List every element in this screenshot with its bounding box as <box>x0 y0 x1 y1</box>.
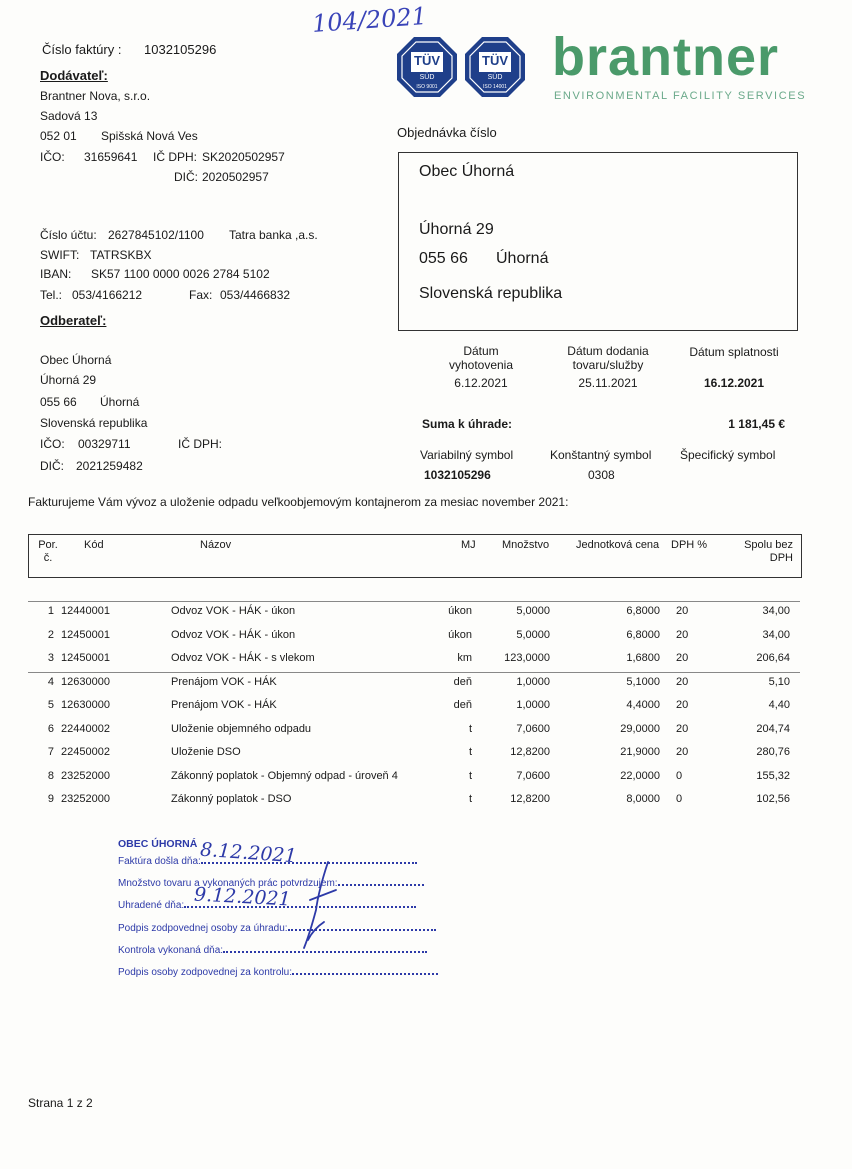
cell-spolu: 206,64 <box>756 652 790 664</box>
table-row <box>0 629 852 647</box>
cell-n: 4 <box>47 675 54 688</box>
bank-name: Tatra banka ,a.s. <box>229 228 318 242</box>
cell-cena: 5,1000 <box>626 675 660 688</box>
cell-dph: 20 <box>676 699 689 711</box>
brantner-tagline: ENVIRONMENTAL FACILITY SERVICES <box>554 90 807 102</box>
cell-cena: 4,4000 <box>626 699 660 711</box>
cell-n: 5 <box>47 699 54 711</box>
cell-kod: 12440001 <box>61 605 110 617</box>
cell-mn: 123,0000 <box>504 652 550 664</box>
cell-n: 2 <box>47 628 54 641</box>
swift-code: TATRSKBX <box>90 248 152 262</box>
cell-mj: deň <box>453 699 472 711</box>
cell-nazov: Uloženie DSO <box>171 746 241 758</box>
cell-spolu: 155,32 <box>756 769 790 782</box>
cell-spolu: 34,00 <box>762 628 790 641</box>
sum-value: 1 181,45 € <box>728 417 785 431</box>
cell-mn: 12,8200 <box>510 746 550 758</box>
cell-nazov: Prenájom VOK - HÁK <box>171 675 277 688</box>
iban: SK57 1100 0000 0026 2784 5102 <box>91 267 270 281</box>
stamp-line-control-signature-label: Podpis osoby zodpovednej za kontrolu: <box>118 967 293 978</box>
delivery-date-label <box>547 344 669 372</box>
signature-mark <box>288 860 348 950</box>
delivery-date-label-line2: tovaru/služby <box>572 358 644 372</box>
specific-symbol-label: Špecifický symbol <box>680 448 776 462</box>
cell-kod: 12450001 <box>61 652 110 664</box>
stamp-line-control-label: Kontrola vykonaná dňa: <box>118 945 224 956</box>
receipt-stamp <box>118 838 410 988</box>
table-row <box>0 793 852 811</box>
cell-dph: 20 <box>676 746 689 758</box>
col-header-spolu <box>729 539 793 565</box>
due-date-label: Dátum splatnosti <box>689 345 779 359</box>
cell-mj: deň <box>453 675 472 688</box>
issue-date-label-line2: vyhotovenia <box>448 358 514 372</box>
cell-nazov: Odvoz VOK - HÁK - úkon <box>171 628 296 641</box>
cell-cena: 6,8000 <box>626 605 660 617</box>
cell-n: 7 <box>47 746 54 758</box>
recipient-street: Úhorná 29 <box>419 221 494 238</box>
variable-symbol-label: Variabilný symbol <box>420 448 514 462</box>
page-number: Strana 1 z 2 <box>28 1096 93 1110</box>
iban-label: IBAN: <box>40 267 72 281</box>
constant-symbol-label: Konštantný symbol <box>550 448 652 462</box>
cell-spolu: 204,74 <box>756 722 790 735</box>
supplier-street: Sadová 13 <box>40 109 98 123</box>
cell-n: 3 <box>47 652 54 664</box>
tuv-logo-iso: ISO 14001 <box>483 84 507 90</box>
tuv-logo-text: TÜV <box>482 53 508 68</box>
customer-street: Úhorná 29 <box>40 373 97 387</box>
invoice-intro-text: Fakturujeme Vám vývoz a uloženie odpadu veľkoobjemovým kontajnerom za mesiac november 2021: <box>28 495 569 509</box>
handwritten-received-date: 8.12.2021 <box>199 838 298 868</box>
cell-dph: 20 <box>676 652 689 664</box>
issue-date: 6.12.2021 <box>454 376 508 390</box>
swift-label: SWIFT: <box>40 248 80 262</box>
cell-cena: 8,0000 <box>626 793 660 805</box>
cell-cena: 1,6800 <box>626 652 660 664</box>
cell-mj: úkon <box>448 605 472 617</box>
cell-mj: t <box>468 746 472 758</box>
col-header-mj: MJ <box>461 539 476 551</box>
stamp-dots <box>338 884 424 886</box>
cell-kod: 22440002 <box>61 722 110 735</box>
col-header-cena: Jednotková cena <box>576 539 660 551</box>
cell-mj: t <box>468 769 472 782</box>
stamp-title: OBEC ÚHORNÁ <box>118 838 198 850</box>
cell-kod: 12630000 <box>61 675 110 688</box>
col-header-kod: Kód <box>84 539 104 551</box>
issue-date-label <box>420 344 542 372</box>
cell-nazov: Odvoz VOK - HÁK - úkon <box>171 605 296 617</box>
stamp-line-received-label: Faktúra došla dňa: <box>118 856 201 867</box>
table-divider <box>28 601 800 602</box>
stamp-line-signature-label: Podpis zodpovednej osoby za úhradu: <box>118 923 288 934</box>
col-header-mnozstvo: Množstvo <box>502 539 550 551</box>
customer-name: Obec Úhorná <box>40 353 112 367</box>
sum-label: Suma k úhrade: <box>422 417 513 431</box>
cell-cena: 21,9000 <box>620 746 660 758</box>
stamp-dots <box>292 973 438 975</box>
account-label: Číslo účtu: <box>40 228 97 242</box>
cell-nazov: Uloženie objemného odpadu <box>171 722 312 735</box>
variable-symbol: 1032105296 <box>424 468 491 482</box>
stamp-line-signature <box>118 923 436 934</box>
stamp-line-confirm-label: Množstvo tovaru a vykonaných prác potvrdzujem: <box>118 878 338 889</box>
col-header-dph: DPH % <box>671 539 708 551</box>
col-header-spolu-line1: Spolu bez <box>744 539 793 551</box>
recipient-city: Úhorná <box>496 250 549 267</box>
customer-heading: Odberateľ: <box>40 313 107 328</box>
cell-mn: 12,8200 <box>510 793 550 805</box>
invoice-number-label: Číslo faktúry : <box>42 42 122 57</box>
tuv-logo-sud: SÜD <box>487 74 503 81</box>
stamp-dots <box>223 951 427 953</box>
cell-dph: 20 <box>676 605 689 617</box>
cell-mj: t <box>468 722 472 735</box>
supplier-zip: 052 01 <box>40 129 77 143</box>
cell-mn: 1,0000 <box>516 675 550 688</box>
supplier-icdph-label: IČ DPH: <box>153 150 198 164</box>
account-number: 2627845102/1100 <box>108 228 204 242</box>
col-header-por-line1: Por. <box>38 539 58 551</box>
cell-kod: 12450001 <box>61 628 110 641</box>
supplier-dic-label: DIČ: <box>174 170 198 184</box>
supplier-icdph: SK2020502957 <box>202 150 285 164</box>
cell-cena: 29,0000 <box>620 722 660 735</box>
cell-nazov: Zákonný poplatok - Objemný odpad - úroveň 4 <box>171 769 398 782</box>
brantner-logo: brantner <box>552 27 780 87</box>
cell-n: 1 <box>47 605 54 617</box>
table-divider <box>28 672 800 673</box>
due-date: 16.12.2021 <box>703 376 765 390</box>
cell-n: 6 <box>47 722 54 735</box>
table-row <box>0 605 852 623</box>
col-header-spolu-line2: DPH <box>769 552 793 564</box>
supplier-dic: 2020502957 <box>202 170 269 184</box>
fax: 053/4466832 <box>220 288 291 302</box>
recipient-name: Obec Úhorná <box>419 163 515 180</box>
cell-nazov: Zákonný poplatok - DSO <box>171 793 292 805</box>
tuv-logo-sud: SÜD <box>419 74 435 81</box>
customer-zip: 055 66 <box>40 395 77 409</box>
cell-dph: 20 <box>676 722 689 735</box>
cell-cena: 22,0000 <box>620 769 660 782</box>
cell-spolu: 4,40 <box>768 699 790 711</box>
cell-mn: 1,0000 <box>516 699 550 711</box>
constant-symbol: 0308 <box>588 468 615 482</box>
invoice-number: 1032105296 <box>144 42 217 57</box>
col-header-por-line2: č. <box>43 552 53 564</box>
cell-mn: 5,0000 <box>516 628 550 641</box>
col-header-nazov: Názov <box>200 539 232 551</box>
customer-dic-label: DIČ: <box>40 459 64 473</box>
cell-cena: 6,8000 <box>626 628 660 641</box>
cell-mj: t <box>468 793 472 805</box>
delivery-date: 25.11.2021 <box>578 376 638 390</box>
stamp-line-control <box>118 945 427 956</box>
table-row <box>0 770 852 788</box>
cell-kod: 12630000 <box>61 699 110 711</box>
table-row <box>0 746 852 764</box>
supplier-heading: Dodávateľ: <box>40 68 108 83</box>
supplier-city: Spišská Nová Ves <box>101 129 198 143</box>
tuv-logo-iso9001 <box>396 36 458 98</box>
cell-spolu: 34,00 <box>762 605 790 617</box>
customer-dic: 2021259482 <box>76 459 143 473</box>
cell-kod: 23252000 <box>61 793 110 805</box>
cell-nazov: Odvoz VOK - HÁK - s vlekom <box>171 652 315 664</box>
table-row <box>0 652 852 670</box>
cell-mj: úkon <box>448 628 472 641</box>
customer-city: Úhorná <box>100 395 140 409</box>
table-row <box>0 676 852 694</box>
cell-mn: 5,0000 <box>516 605 550 617</box>
cell-kod: 22450002 <box>61 746 110 758</box>
stamp-line-paid-label: Uhradené dňa: <box>118 900 185 911</box>
table-row <box>0 699 852 717</box>
recipient-address-box <box>398 152 798 331</box>
customer-ico: 00329711 <box>78 437 131 451</box>
stamp-line-control-signature <box>118 967 438 978</box>
handwritten-reference: 104/2021 <box>311 2 428 38</box>
tuv-logo-text: TÜV <box>414 53 440 68</box>
table-row <box>0 723 852 741</box>
cell-dph: 20 <box>676 675 689 688</box>
fax-label: Fax: <box>189 288 213 302</box>
table-header <box>28 534 802 578</box>
customer-ico-label: IČO: <box>40 437 65 451</box>
tuv-logo-iso: ISO 9001 <box>416 84 438 90</box>
recipient-country: Slovenská republika <box>419 285 563 302</box>
cell-mn: 7,0600 <box>516 769 550 782</box>
tel-label: Tel.: <box>40 288 63 302</box>
tel: 053/4166212 <box>72 288 143 302</box>
issue-date-label-line1: Dátum <box>463 344 499 358</box>
supplier-name: Brantner Nova, s.r.o. <box>40 89 151 103</box>
cell-mj: km <box>457 652 472 664</box>
cell-spolu: 280,76 <box>756 746 790 758</box>
supplier-ico-label: IČO: <box>40 150 65 164</box>
handwritten-paid-date: 9.12.2021 <box>193 883 292 911</box>
customer-country: Slovenská republika <box>40 416 148 430</box>
order-number-label: Objednávka číslo <box>397 125 497 140</box>
col-header-por <box>35 539 61 565</box>
recipient-zip: 055 66 <box>419 250 468 267</box>
tuv-logo-iso14001 <box>464 36 526 98</box>
cell-dph: 20 <box>676 628 689 641</box>
cell-nazov: Prenájom VOK - HÁK <box>171 699 277 711</box>
cell-dph: 0 <box>676 769 683 782</box>
supplier-ico: 31659641 <box>84 150 138 164</box>
customer-icdph-label: IČ DPH: <box>178 437 223 451</box>
cell-kod: 23252000 <box>61 769 110 782</box>
cell-mn: 7,0600 <box>516 722 550 735</box>
cell-spolu: 5,10 <box>768 675 790 688</box>
cell-n: 8 <box>47 769 54 782</box>
cell-n: 9 <box>47 793 54 805</box>
delivery-date-label-line1: Dátum dodania <box>567 344 649 358</box>
cell-dph: 0 <box>676 793 683 805</box>
cell-spolu: 102,56 <box>756 793 790 805</box>
